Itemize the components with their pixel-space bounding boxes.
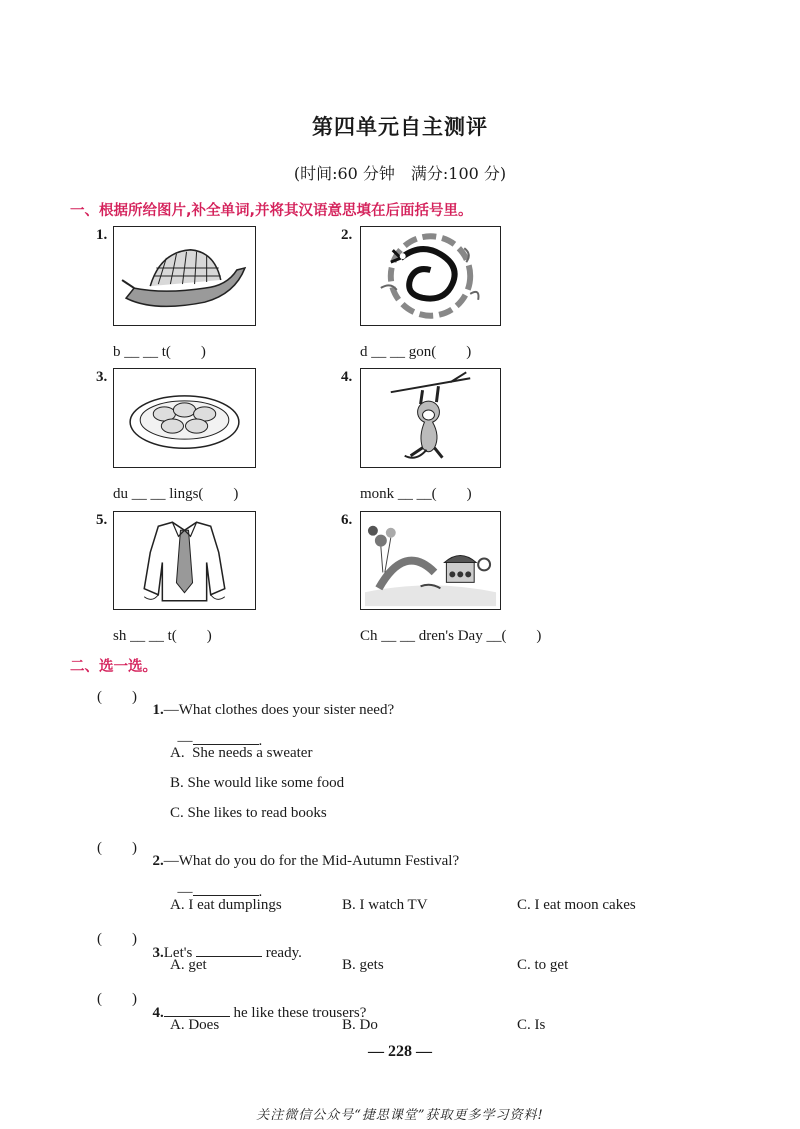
footer-note: 关注微信公众号“捷思课堂”获取更多学习资料! bbox=[256, 1108, 544, 1123]
fill-blank[interactable] bbox=[193, 732, 259, 745]
fill-blank[interactable] bbox=[164, 1004, 230, 1017]
item-number: 4. bbox=[341, 369, 353, 385]
answer-paren[interactable]: ( ) bbox=[97, 931, 137, 947]
item-number: 5. bbox=[96, 512, 108, 528]
item-number: 6. bbox=[341, 512, 353, 528]
fill-blank[interactable] bbox=[196, 944, 262, 957]
childrens-day-picture bbox=[360, 511, 501, 610]
question-text: —What do you do for the Mid-Autumn Festival? bbox=[163, 853, 460, 869]
exam-info: (时间:60 分钟 满分:100 分) bbox=[293, 164, 507, 183]
page-number: — 228 — bbox=[368, 1043, 432, 1060]
section-one-heading: 一、根据所给图片,补全单词,并将其汉语意思填在后面括号里。 bbox=[70, 203, 473, 219]
question-2-reply: — . bbox=[177, 884, 263, 900]
option-a[interactable]: A. get bbox=[170, 957, 207, 973]
section-two-heading: 二、选一选。 bbox=[70, 659, 157, 675]
option-a[interactable]: A. Does bbox=[170, 1017, 220, 1033]
word-shirt[interactable]: sh __ __ t( ) bbox=[113, 628, 212, 644]
shirt-picture bbox=[113, 511, 256, 610]
word-monkey[interactable]: monk __ __( ) bbox=[360, 486, 472, 502]
question-number: 1. bbox=[152, 702, 164, 718]
question-number: 3. bbox=[152, 945, 164, 961]
option-b[interactable]: B. She would like some food bbox=[170, 775, 345, 791]
dragon-icon bbox=[361, 227, 500, 325]
word-dumplings[interactable]: du __ __ lings( ) bbox=[113, 486, 239, 502]
boat-picture bbox=[113, 226, 256, 326]
question-number: 4. bbox=[152, 1005, 164, 1021]
monkey-picture bbox=[360, 368, 501, 468]
option-b[interactable]: B. Do bbox=[342, 1017, 378, 1033]
question-2 bbox=[145, 836, 459, 870]
childrens-day-icon bbox=[361, 512, 500, 609]
fill-blank[interactable] bbox=[193, 883, 259, 896]
word-childrens-day[interactable]: Ch __ __ dren's Day __( ) bbox=[360, 628, 542, 644]
option-c[interactable]: C. She likes to read books bbox=[170, 805, 327, 821]
answer-paren[interactable]: ( ) bbox=[97, 840, 137, 856]
question-1 bbox=[145, 685, 394, 719]
item-number: 3. bbox=[96, 369, 108, 385]
option-b[interactable]: B. gets bbox=[342, 957, 384, 973]
option-c[interactable]: C. Is bbox=[517, 1017, 546, 1033]
boat-icon bbox=[114, 227, 255, 325]
word-boat[interactable]: b __ __ t( ) bbox=[113, 344, 206, 360]
item-number: 2. bbox=[341, 227, 353, 243]
shirt-icon bbox=[114, 512, 255, 609]
dragon-picture bbox=[360, 226, 501, 326]
question-number: 2. bbox=[152, 853, 164, 869]
word-dragon[interactable]: d __ __ gon( ) bbox=[360, 344, 472, 360]
monkey-icon bbox=[361, 369, 500, 467]
dumplings-icon bbox=[114, 369, 255, 467]
option-c[interactable]: C. to get bbox=[517, 957, 569, 973]
option-c[interactable]: C. I eat moon cakes bbox=[517, 897, 636, 913]
option-a[interactable]: A. She needs a sweater bbox=[170, 745, 313, 761]
answer-paren[interactable]: ( ) bbox=[97, 991, 137, 1007]
dumplings-picture bbox=[113, 368, 256, 468]
item-number: 1. bbox=[96, 227, 108, 243]
page-title: 第四单元自主测评 bbox=[312, 115, 488, 139]
answer-paren[interactable]: ( ) bbox=[97, 689, 137, 705]
option-a[interactable]: A. I eat dumplings bbox=[170, 897, 282, 913]
question-text: —What clothes does your sister need? bbox=[163, 702, 395, 718]
option-b[interactable]: B. I watch TV bbox=[342, 897, 428, 913]
question-1-reply: — . bbox=[177, 733, 263, 749]
question-3: 3.Let's ready. bbox=[152, 945, 302, 961]
question-4: 4. he like these trousers? bbox=[152, 1005, 367, 1021]
